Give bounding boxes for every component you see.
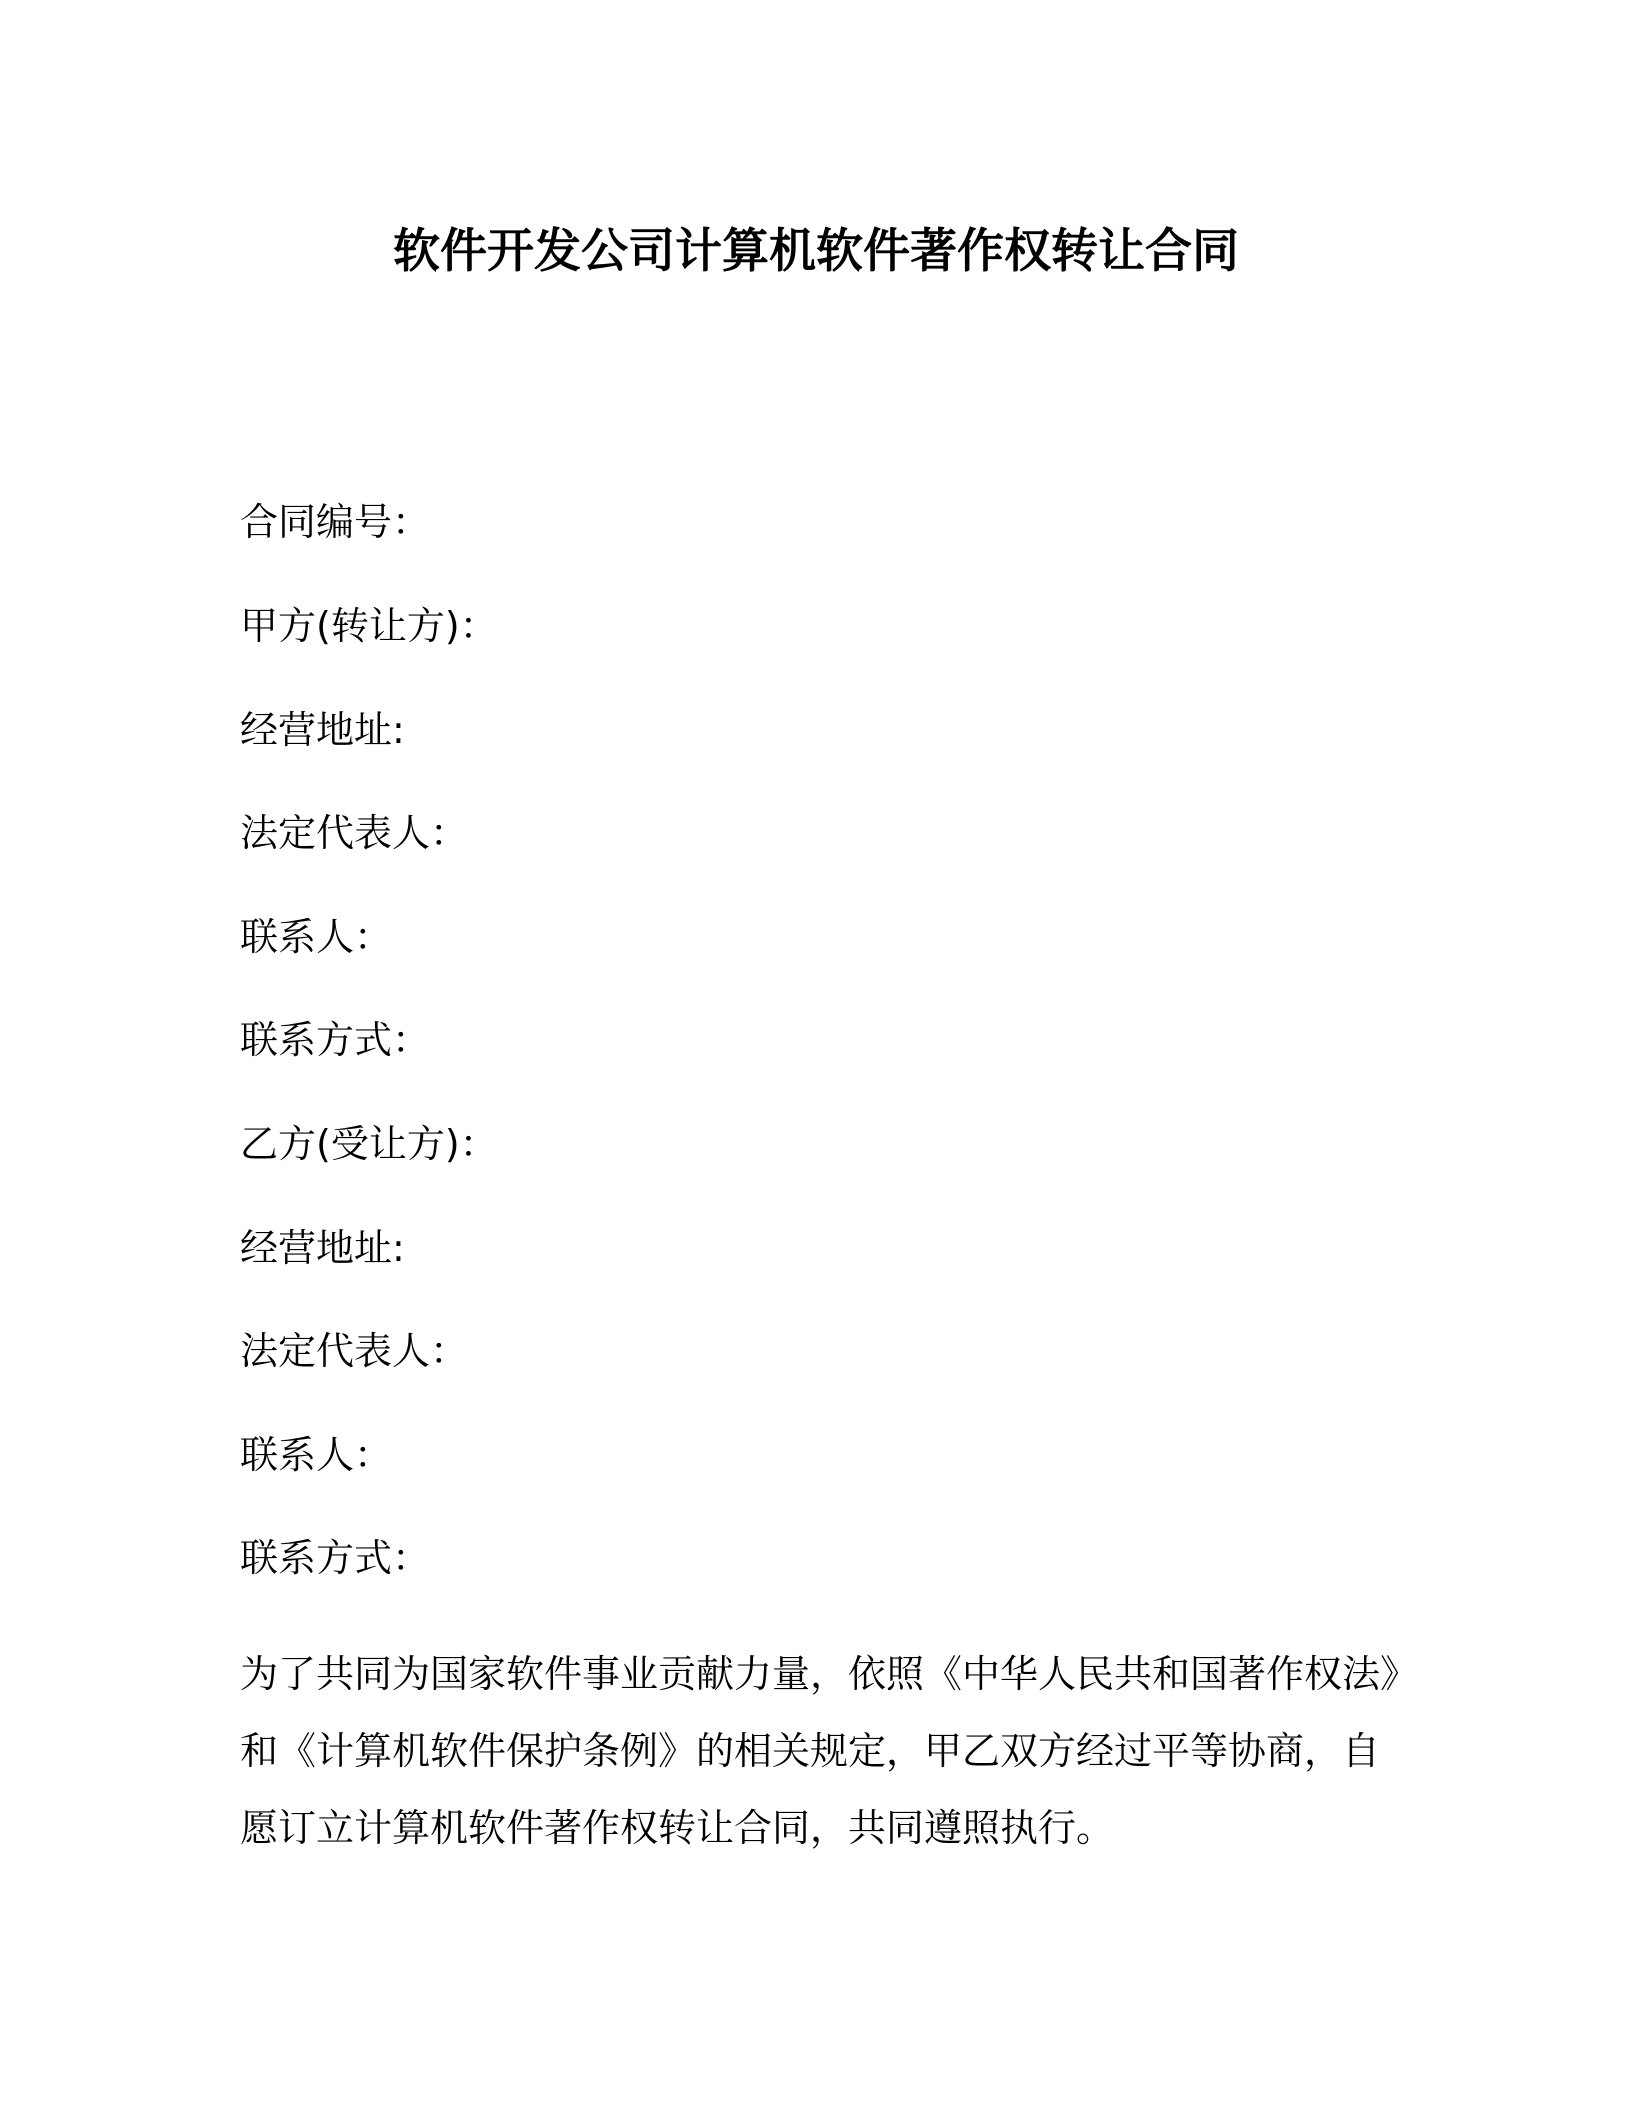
field-party-b-contact: 联系人： [240, 1433, 393, 1477]
field-contract-number: 合同编号： [240, 500, 431, 544]
field-party-b-contact-info: 联系方式： [240, 1536, 431, 1580]
field-party-a-contact: 联系人： [240, 915, 393, 959]
document-title: 软件开发公司计算机软件著作权转让合同 [393, 224, 1239, 279]
preamble-line: 为了共同为国家软件事业贡献力量，依照《中华人民共和国著作权法》 [240, 1652, 1419, 1696]
field-party-b-legal-rep: 法定代表人： [240, 1329, 469, 1373]
preamble-paragraph [240, 1636, 1419, 1867]
field-party-a-contact-info: 联系方式： [240, 1018, 431, 1062]
field-party-a: 甲方(转让方)： [240, 604, 498, 648]
preamble-line: 愿订立计算机软件著作权转让合同，共同遵照执行。 [240, 1806, 1115, 1850]
field-party-b: 乙方(受让方)： [240, 1122, 498, 1166]
preamble-line: 和《计算机软件保护条例》的相关规定，甲乙双方经过平等协商，自 [240, 1729, 1381, 1773]
field-party-b-address: 经营地址: [240, 1226, 405, 1270]
field-party-a-legal-rep: 法定代表人： [240, 811, 469, 855]
field-party-a-address: 经营地址: [240, 708, 405, 752]
